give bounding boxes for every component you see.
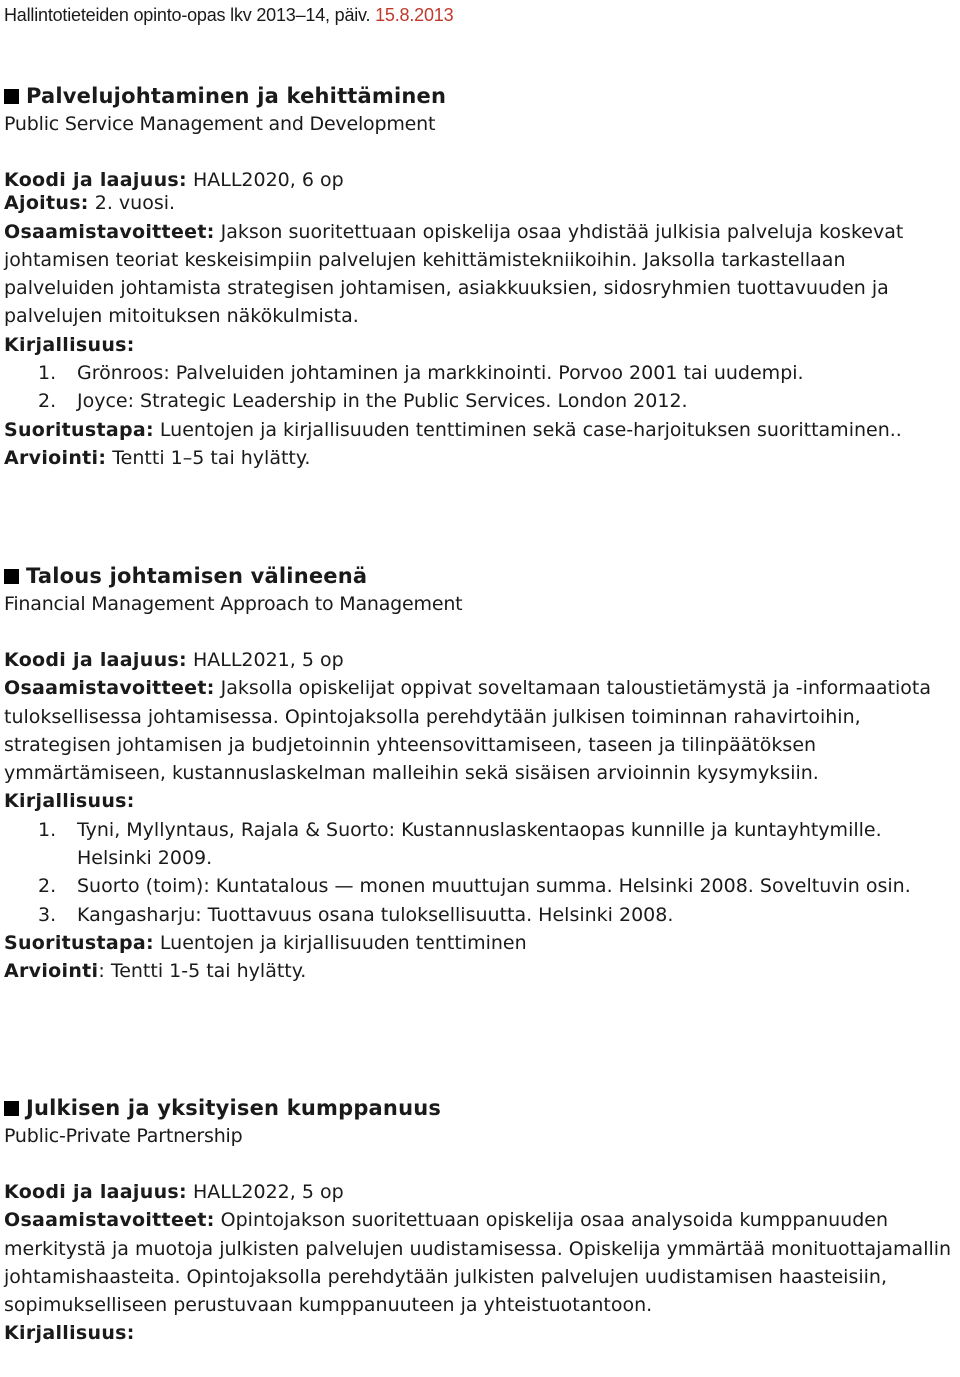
- course-section: [4, 1094, 956, 1348]
- code-label: Koodi ja laajuus:: [4, 169, 187, 191]
- literature-number: 1.: [38, 818, 57, 841]
- code-value: HALL2020, 6 op: [186, 169, 344, 191]
- goals-label: Osaamistavoitteet:: [4, 1209, 215, 1232]
- literature-label: Kirjallisuus:: [4, 333, 135, 356]
- grading-text: Tentti 1–5 tai hylätty.: [106, 446, 311, 469]
- literature-number: 2.: [38, 875, 57, 898]
- literature-text: Kangasharju: Tuottavuus osana tuloksellisuutta. Helsinki 2008.: [77, 903, 674, 926]
- timing-label: Ajoitus:: [4, 192, 89, 215]
- goals-label: Osaamistavoitteet:: [4, 677, 215, 700]
- course-method: [4, 416, 956, 444]
- method-text: Luentojen ja kirjallisuuden tenttiminen: [153, 931, 527, 954]
- course-goals: [4, 1206, 956, 1319]
- literature-number: 1.: [38, 362, 57, 385]
- course-goals: [4, 218, 956, 331]
- grading-label: Arviointi: [4, 960, 99, 983]
- literature-item: [4, 387, 956, 415]
- literature-label: Kirjallisuus:: [4, 790, 135, 813]
- literature-number: 2.: [38, 390, 57, 413]
- bullet-square-icon: [4, 1101, 19, 1116]
- course-code: [4, 1178, 956, 1206]
- course-title: [4, 1094, 956, 1122]
- literature-list: [4, 816, 956, 929]
- literature-heading: [4, 787, 956, 815]
- timing-value: 2. vuosi.: [88, 192, 176, 215]
- course-title: [4, 82, 956, 110]
- course-section: [4, 562, 956, 986]
- literature-text: Suorto (toim): Kuntatalous — monen muuttujan summa. Helsinki 2008. Soveltuvin osin.: [77, 875, 911, 898]
- literature-list: [4, 359, 956, 416]
- method-text: Luentojen ja kirjallisuuden tenttiminen sekä case-harjoituksen suorittaminen..: [153, 418, 902, 441]
- literature-item: [4, 872, 956, 900]
- literature-item: [4, 816, 956, 873]
- header-text: Hallintotieteiden opinto-opas lkv 2013–14, päiv.: [4, 5, 376, 25]
- goals-text: Jakson suoritettuaan opiskelija osaa yhdistää julkisia palveluja koskevat johtamisen teoriat keskeisimpiin palvelujen kehittämistekniikoihin. Jaksolla tarkastellaan palveluiden johtamista strategisen johtamisen, asiakkuuksien, sidosryhmien tuottavuuden ja palvelujen mitoituksen näkökulmista.: [4, 220, 904, 328]
- course-grading: [4, 957, 956, 985]
- literature-number: 3.: [38, 903, 57, 926]
- course-english-title: Public-Private Partnership: [4, 1125, 243, 1147]
- literature-heading: [4, 331, 956, 359]
- literature-text: Tyni, Myllyntaus, Rajala & Suorto: Kustannuslaskentaopas kunnille ja kuntayhtymille. Helsinki 2009.: [77, 818, 882, 870]
- code-value: HALL2021, 5 op: [186, 649, 344, 671]
- course-goals: [4, 674, 956, 787]
- code-label: Koodi ja laajuus:: [4, 649, 187, 671]
- method-label: Suoritustapa:: [4, 931, 154, 954]
- grading-text: : Tentti 1-5 tai hylätty.: [98, 960, 307, 983]
- literature-heading: [4, 1319, 956, 1347]
- literature-label: Kirjallisuus:: [4, 1322, 135, 1345]
- course-title-text: Julkisen ja yksityisen kumppanuus: [26, 1096, 442, 1120]
- course-grading: [4, 444, 956, 472]
- course-english-title: Financial Management Approach to Management: [4, 593, 463, 615]
- course-section: [4, 82, 956, 472]
- bullet-square-icon: [4, 89, 19, 104]
- course-timing: [4, 189, 956, 217]
- course-method: [4, 929, 956, 957]
- goals-text: Jaksolla opiskelijat oppivat soveltamaan taloustietämystä ja -informaatiota tuloksellisessa johtamisessa. Opintojaksolla perehdytään julkisen toiminnan rahavirtoihin, strategisen johtamisen ja budjetoinnin yhteensovittamiseen, taseen ja tilinpäätöksen ymmärtämiseen, kustannuslaskelman malleihin sekä sisäisen arvioinnin kysymyksiin.: [4, 677, 932, 785]
- course-title-text: Palvelujohtaminen ja kehittäminen: [26, 84, 447, 108]
- method-label: Suoritustapa:: [4, 418, 154, 441]
- grading-label: Arviointi:: [4, 446, 107, 469]
- code-value: HALL2022, 5 op: [186, 1181, 344, 1203]
- code-label: Koodi ja laajuus:: [4, 1181, 187, 1203]
- course-code: [4, 646, 956, 674]
- course-english-title: Public Service Management and Development: [4, 113, 436, 135]
- literature-text: Joyce: Strategic Leadership in the Public Services. London 2012.: [77, 390, 688, 413]
- literature-text: Grönroos: Palveluiden johtaminen ja markkinointi. Porvoo 2001 tai uudempi.: [77, 362, 804, 385]
- literature-item: [4, 901, 956, 929]
- goals-label: Osaamistavoitteet:: [4, 220, 215, 243]
- course-title: [4, 562, 956, 590]
- literature-item: [4, 359, 956, 387]
- goals-text: Opintojakson suoritettuaan opiskelija osaa analysoida kumppanuuden merkitystä ja muotoja julkisten palvelujen uudistamisessa. Opiskelija ymmärtää monituottajamallin johtamishaasteita. Opintojaksolla perehdytään julkisten palvelujen uudistamisen haasteisiin, sopimukselliseen perustuvaan kumppanuuteen ja yhteistuotantoon.: [4, 1209, 952, 1317]
- header-date: 15.8.2013: [375, 5, 454, 25]
- bullet-square-icon: [4, 569, 19, 584]
- page-header: [4, 4, 453, 26]
- course-title-text: Talous johtamisen välineenä: [26, 564, 368, 588]
